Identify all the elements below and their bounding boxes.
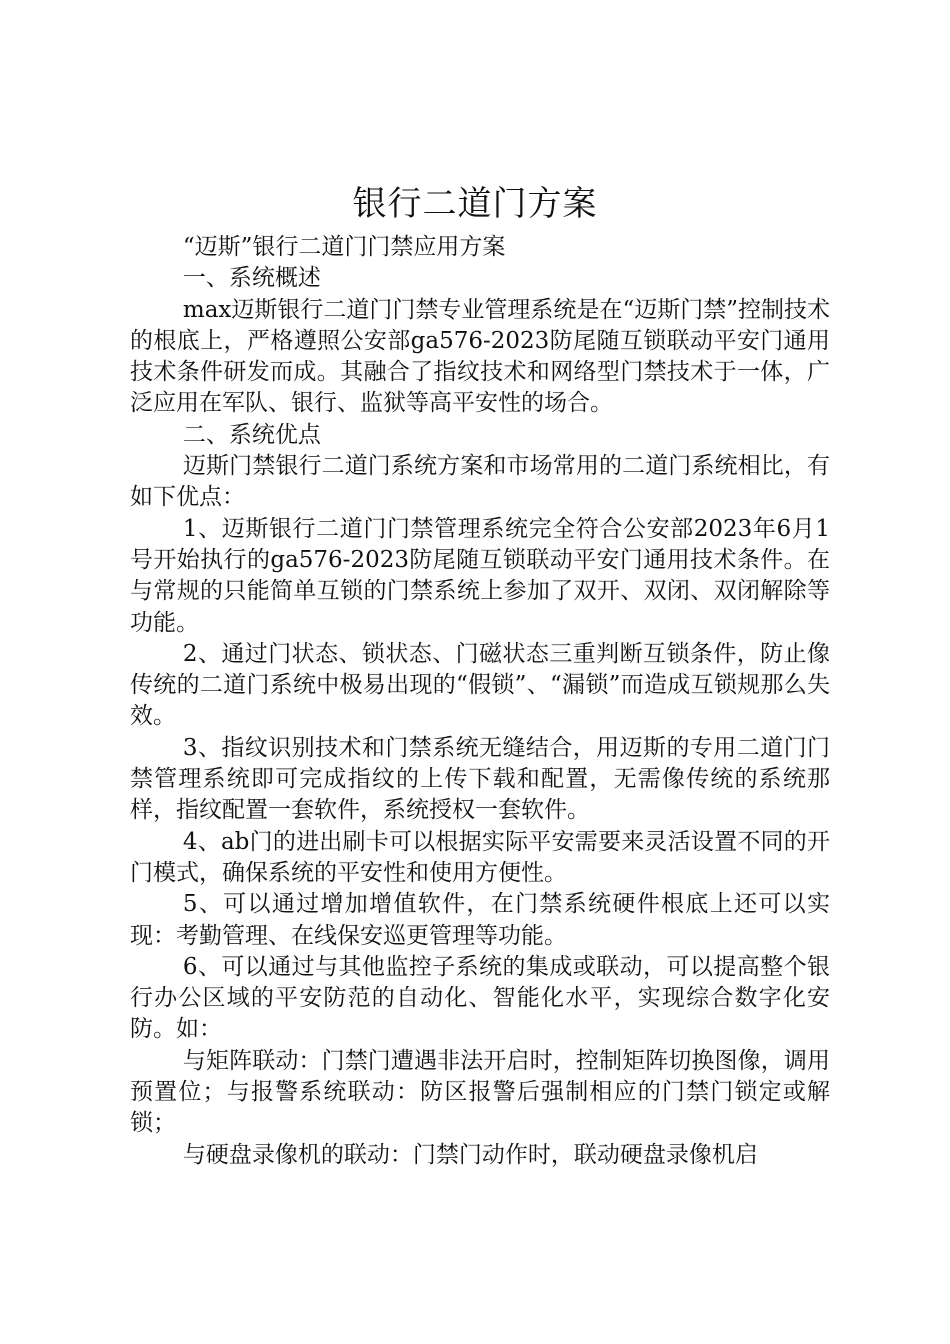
overview-paragraph: max迈斯银行二道门门禁专业管理系统是在“迈斯门禁”控制技术的根底上，严格遵照公安部ga576-2023防尾随互锁联动平安门通用技术条件研发而成。其融合了指纹技术和网络型门禁技术于一体，广泛应用在军队、银行、监狱等高平安性的场合。: [130, 296, 830, 417]
matrix-linkage-paragraph: 与矩阵联动：门禁门遭遇非法开启时，控制矩阵切换图像，调用预置位；与报警系统联动：防区报警后强制相应的门禁门锁定或解锁；: [130, 1047, 830, 1137]
document-title: 银行二道门方案: [352, 184, 598, 224]
dvr-linkage-paragraph: 与硬盘录像机的联动：门禁门动作时，联动硬盘录像机启: [182, 1141, 758, 1168]
document-body: [130, 232, 830, 1171]
advantage-item-6: 6、可以通过与其他监控子系统的集成或联动，可以提高整个银行办公区域的平安防范的自动化、智能化水平，实现综合数字化安防。如：: [130, 953, 830, 1043]
advantages-intro-paragraph: 迈斯门禁银行二道门系统方案和市场常用的二道门系统相比，有如下优点：: [130, 453, 830, 511]
advantage-item-4: 4、ab门的进出刷卡可以根据实际平安需要来灵活设置不同的开门模式，确保系统的平安性和使用方便性。: [130, 828, 830, 886]
advantage-item-2: 2、通过门状态、锁状态、门磁状态三重判断互锁条件，防止像传统的二道门系统中极易出现的“假锁”、“漏锁”而造成互锁规那么失效。: [130, 640, 830, 730]
subtitle-paragraph: “迈斯”银行二道门门禁应用方案: [182, 234, 506, 260]
section-heading-advantages: 二、系统优点: [182, 421, 321, 448]
advantage-item-1: 1、迈斯银行二道门门禁管理系统完全符合公安部2023年6月1号开始执行的ga576-2023防尾随互锁联动平安门通用技术条件。在与常规的只能简单互锁的门禁系统上参加了双开、双闭、双闭解除等功能。: [130, 515, 830, 636]
section-heading-overview: 一、系统概述: [182, 265, 321, 292]
advantage-item-5: 5、可以通过增加增值软件，在门禁系统硬件根底上还可以实现：考勤管理、在线保安巡更管理等功能。: [130, 891, 830, 949]
advantage-item-3: 3、指纹识别技术和门禁系统无缝结合，用迈斯的专用二道门门禁管理系统即可完成指纹的上传下载和配置，无需像传统的系统那样，指纹配置一套软件，系统授权一套软件。: [130, 734, 830, 824]
